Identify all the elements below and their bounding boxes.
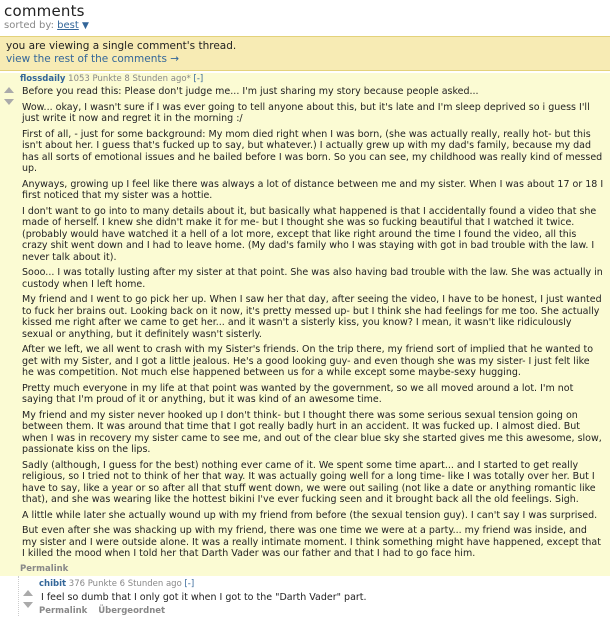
view-all-comments-link[interactable]: view the rest of the comments → — [6, 53, 180, 65]
comment-paragraph: Sooo... I was totally lusting after my sister at that point. She was also having bad trouble with the law. She was actually in custody when I left home. — [22, 267, 603, 290]
downvote-icon[interactable] — [23, 602, 33, 608]
comment-paragraph: But even after she was shacking up with my friend, there was one time we were at a party... my friend was inside, and my sister and I were outside alone. It was a really intimate moment. I think something might have happened, except that I killed the mood when I told her that Darth Vader was our father and that I had to go face him. — [22, 525, 601, 559]
vote-arrows — [4, 87, 16, 105]
chevron-down-icon[interactable]: ▼ — [81, 21, 89, 31]
reply-comment — [18, 576, 610, 616]
sort-dropdown[interactable]: best — [57, 20, 79, 31]
sort-line — [0, 20, 610, 34]
permalink-link[interactable]: Permalink — [20, 563, 69, 574]
comment — [0, 73, 610, 576]
comments-title: comments — [4, 2, 85, 20]
comment-buttons — [19, 606, 610, 616]
comment-meta: 376 Punkte 6 Stunden ago — [68, 578, 182, 589]
comment-paragraph: My friend and my sister never hooked up I don't think- but I thought there was some serious sexual tension going on between them. It was around that time that I got really badly hurt in an accident. It was fucked up. I almost died. But when I was in recovery my sister came to see me, and out of the clear blue sky she started gives me this awesome, slow, passionate kiss on the lips. — [22, 409, 602, 455]
comment-paragraph: Anyways, growing up I feel like there was always a lot of distance between me and my sister. When I was about 17 or 18 I first noticed that my sister was a hottie. — [22, 178, 604, 201]
comment-body — [0, 85, 610, 560]
comment-paragraph: Sadly (although, I guess for the best) nothing ever came of it. We spent some time apart... and I started to get really religious, so I tried not to think of her that way. It was actually going well for a long time- like I was totally over her. But I have to say, like a year or so after all that stuff went down, we were out sailing (not like a date or anything romantic like that), and she was wearing like the hottest bikini I've ever fucking seen and it brought back all the old feelings. Sigh. — [22, 459, 596, 505]
permalink-link[interactable]: Permalink — [39, 605, 88, 616]
comment-paragraph: Pretty much everyone in my life at that point was wanted by the government, so we all moved around a lot. I'm not saying that I'm proud of it or anything, but it was kind of an awesome time. — [22, 382, 574, 405]
comment-paragraph: I don't want to go into to many details about it, but basically what happened is that I accidentally found a video that she made of herself. I knew she didn't make it for me- but I thought she was so fucking beautiful that I watched it twice. (probably would have watched it a hell of a lot more, except that like right around the time I found the video, all this crazy shit went down and I had to leave home. (My dad's family who I was staying with got in bad trouble with the law. I never talk about it). — [22, 205, 597, 263]
comment-paragraph: Before you read this: Please don't judge me... I'm just sharing my story because people asked... — [22, 86, 479, 97]
single-thread-notice — [0, 36, 610, 71]
comment-tagline — [0, 74, 610, 85]
comment-paragraph: First of all, - just for some background: My mom died right when I was born, (she was actually really, really hot- but this isn't about her. I guess that's fucked up to say, but whatever.) I actually grew up with my dad's family, because my dad has all sorts of emotional issues and he bailed before I was born. So you can see, my childhood was really kind of messed up. — [22, 128, 603, 174]
comment-body: I feel so dumb that I only got it when I got to the "Darth Vader" part. — [41, 591, 367, 603]
sort-label: sorted by: — [4, 20, 54, 31]
comment-buttons — [0, 564, 610, 574]
upvote-icon[interactable] — [4, 87, 14, 93]
comment-paragraph: My friend and I went to go pick her up. When I saw her that day, after seeing the video, I have to be honest, I just wanted to fuck her brains out. Looking back on it now, it's pretty messed up- but I think she had feelings for me too. She actually kissed me right after we came to get her... and it wasn't a sisterly kiss, you know? I mean, it wasn't like ridiculously sexual or anything, but it definitely wasn't sisterly. — [22, 294, 602, 340]
comment-paragraph: A little while later she actually wound up with my friend from before (the sexual tension guy). I can't say I was surprised. — [22, 509, 598, 521]
comment-meta: 1053 Punkte 8 Stunden ago* — [68, 74, 191, 84]
vote-arrows — [23, 590, 35, 608]
upvote-icon[interactable] — [23, 590, 33, 596]
downvote-icon[interactable] — [4, 99, 14, 105]
comment-paragraph: After we left, we all went to crash with my Sister's friends. On the trip there, my friend sort of implied that he wanted to get with my Sister, and I got a little jealous. He's a good looking guy- and even though she was my sister- I just felt like he was competition. Not much else happened between us for a while except some maybe-sexy hugging. — [22, 344, 594, 378]
thread-notice-text: you are viewing a single comment's thread. — [6, 40, 237, 52]
comment-author[interactable]: flossdaily — [20, 74, 66, 84]
comment-tagline — [19, 579, 610, 590]
comment-paragraph: Wow... okay, I wasn't sure if I was ever going to tell anyone about this, but it's late and I'm sleep deprived so i guess I'll just write it now and regret it in the morning :/ — [22, 101, 590, 124]
collapse-toggle[interactable]: [-] — [184, 578, 195, 589]
comment-author[interactable]: chibit — [39, 578, 67, 589]
collapse-toggle[interactable]: [-] — [193, 74, 204, 84]
parent-link[interactable]: Übergeordnet — [98, 605, 166, 616]
